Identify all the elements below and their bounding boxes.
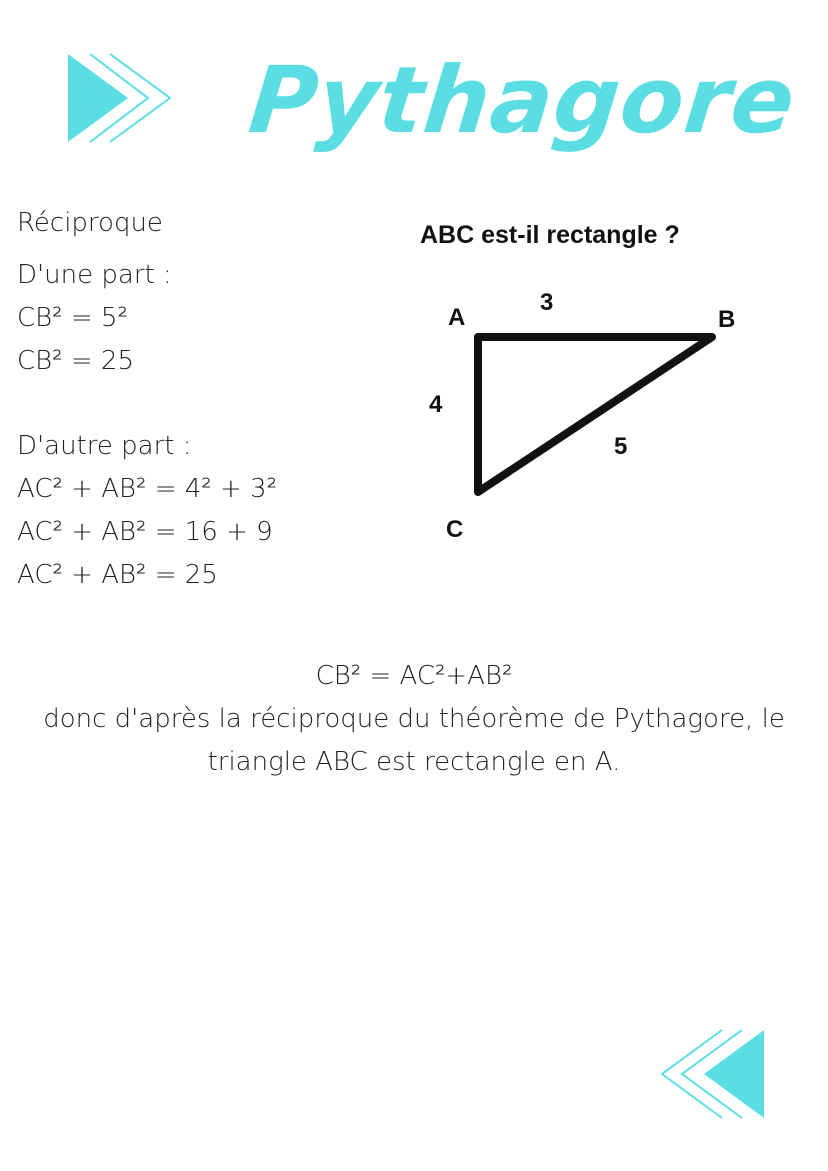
rewind-arrows-icon bbox=[658, 1024, 770, 1124]
part2-line: AC² + AB² = 4² + 3² bbox=[17, 474, 278, 504]
vertex-a-label: A bbox=[448, 304, 466, 331]
part2-line: AC² + AB² = 16 + 9 bbox=[17, 517, 273, 547]
vertex-c-label: C bbox=[446, 516, 464, 543]
diagram-question: ABC est-il rectangle ? bbox=[420, 221, 680, 249]
side-ac-label: 4 bbox=[429, 391, 443, 418]
triangle-abc bbox=[478, 337, 712, 492]
left-column bbox=[17, 202, 277, 597]
conclusion bbox=[0, 655, 828, 784]
triangle-figure bbox=[400, 215, 760, 555]
side-cb-label: 5 bbox=[614, 433, 628, 460]
page-title: Pythagore bbox=[244, 47, 801, 154]
fast-forward-arrows-icon bbox=[62, 48, 180, 148]
conclusion-line: triangle ABC est rectangle en A. bbox=[207, 747, 621, 777]
part1-line: CB² = 25 bbox=[17, 346, 134, 376]
part2-line: AC² + AB² = 25 bbox=[17, 560, 218, 590]
part1-label: D'une part : bbox=[17, 260, 172, 290]
part2-label: D'autre part : bbox=[17, 431, 192, 461]
part1-line: CB² = 5² bbox=[17, 303, 128, 333]
side-ab-label: 3 bbox=[540, 289, 554, 316]
vertex-b-label: B bbox=[718, 306, 736, 333]
triangle-diagram bbox=[400, 215, 760, 555]
conclusion-equation: CB² = AC²+AB² bbox=[315, 661, 513, 691]
conclusion-line: donc d'après la réciproque du théorème de Pythagore, le bbox=[43, 704, 785, 734]
section-heading: Réciproque bbox=[17, 208, 163, 238]
